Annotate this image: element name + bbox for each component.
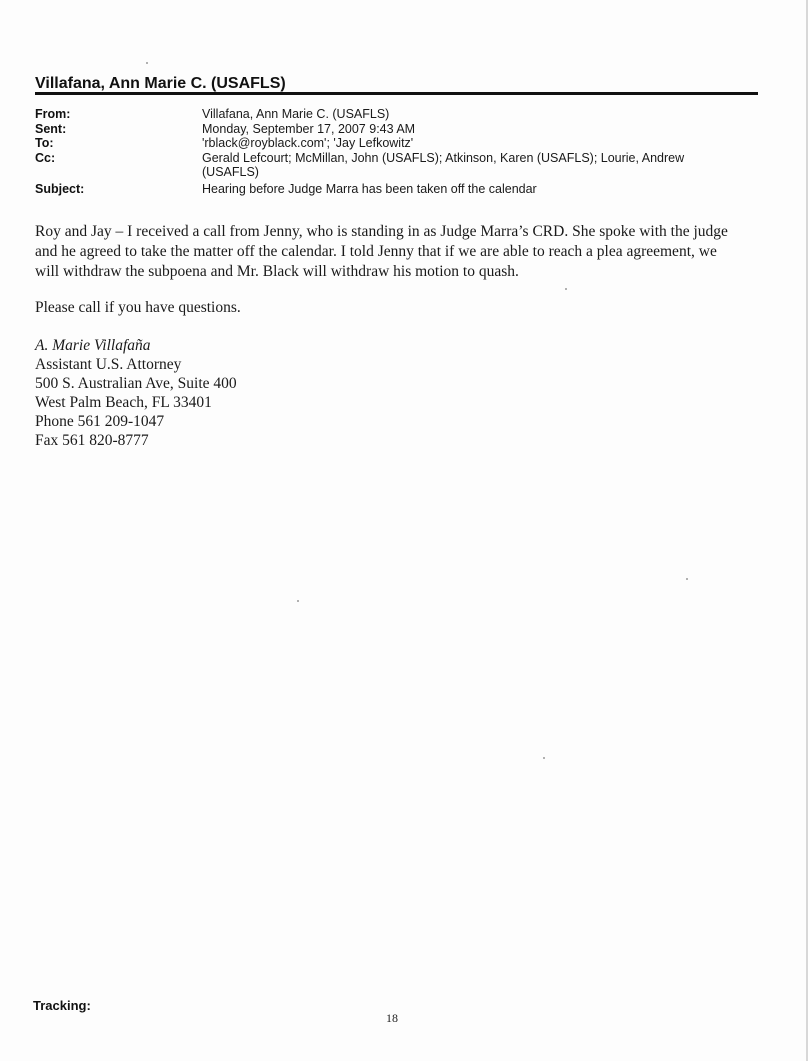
body-paragraph-1: Roy and Jay – I received a call from Jenny, who is standing in as Judge Marra’s CRD. She spoke with the judge and he agreed to take the matter off the calendar. I told Jenny that if we are able to reach a plea agreement, we will withdraw the subpoena and Mr. Black will withdraw his motion to quash. bbox=[35, 223, 728, 280]
subject-value: Hearing before Judge Marra has been taken off the calendar bbox=[202, 181, 537, 196]
scan-speck bbox=[297, 600, 299, 602]
header-row-to bbox=[35, 136, 735, 151]
page-number: 18 bbox=[386, 1011, 398, 1025]
signature-address-line-1: 500 S. Australian Ave, Suite 400 bbox=[35, 375, 237, 392]
to-label: To: bbox=[35, 136, 54, 150]
email-header-table bbox=[35, 107, 735, 196]
email-body bbox=[35, 222, 735, 282]
scan-speck bbox=[146, 62, 148, 64]
signature-address-line-2: West Palm Beach, FL 33401 bbox=[35, 394, 212, 411]
signature-fax: Fax 561 820-8777 bbox=[35, 432, 149, 449]
title-divider bbox=[35, 92, 758, 95]
sent-label: Sent: bbox=[35, 121, 67, 136]
signature-phone: Phone 561 209-1047 bbox=[35, 413, 165, 430]
subject-label: Subject: bbox=[35, 181, 85, 196]
body-paragraph-2: Please call if you have questions. bbox=[35, 299, 241, 316]
tracking-label: Tracking: bbox=[33, 998, 91, 1013]
cc-value: Gerald Lefcourt; McMillan, John (USAFLS); Atkinson, Karen (USAFLS); Lourie, Andrew (USAFLS) bbox=[202, 150, 685, 179]
signature-name: A. Marie Villafaña bbox=[35, 337, 151, 354]
header-row-sent bbox=[35, 122, 735, 137]
scan-speck bbox=[543, 757, 545, 759]
from-value: Villafana, Ann Marie C. (USAFLS) bbox=[202, 107, 390, 121]
header-row-cc bbox=[35, 151, 735, 180]
sent-value: Monday, September 17, 2007 9:43 AM bbox=[202, 121, 416, 136]
scan-speck bbox=[565, 288, 567, 290]
from-label: From: bbox=[35, 107, 71, 121]
cc-label: Cc: bbox=[35, 150, 56, 165]
sender-title: Villafana, Ann Marie C. (USAFLS) bbox=[35, 75, 286, 92]
to-value: 'rblack@royblack.com'; 'Jay Lefkowitz' bbox=[202, 136, 414, 150]
scan-speck bbox=[686, 578, 688, 580]
header-row-from bbox=[35, 107, 735, 122]
signature-title: Assistant U.S. Attorney bbox=[35, 356, 182, 373]
header-row-subject bbox=[35, 182, 735, 197]
email-signature bbox=[35, 336, 237, 450]
